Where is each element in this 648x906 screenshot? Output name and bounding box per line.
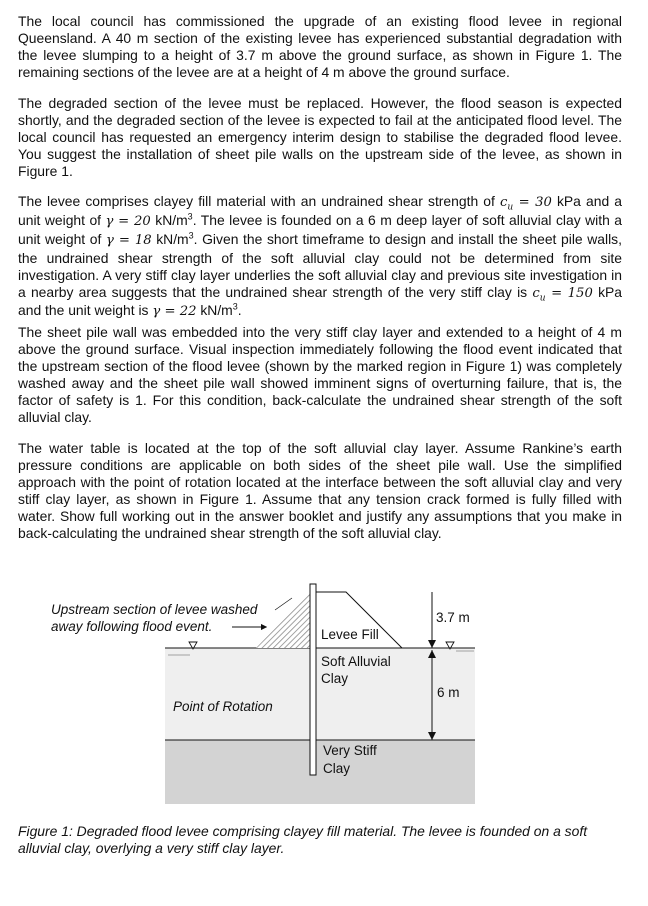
soft-clay-label-2: Clay: [321, 671, 349, 686]
annotation-leader: [275, 598, 292, 610]
stiff-clay-label-2: Clay: [323, 761, 351, 776]
upstream-label-2: away following flood event.: [51, 619, 213, 634]
stiff-clay-label-1: Very Stiff: [323, 743, 377, 758]
paragraph-3: The levee comprises clayey fill material with an undrained shear strength of $c_u = 30$ kPa and a unit weight of γ = 20 $kN/m^3$. The levee is founded on a 6 m deep layer of soft alluvial clay with a unit weight of γ = 18 $kN/m^3$. Given the short timeframe to design and install the sheet pile walls, the undrained shear strength of the soft alluvial clay could not be determined from site investigation. A very stiff clay layer underlies the soft alluvial clay and previous site investigation in a nearby area suggests that the undrained shear strength of the very stiff clay is $c_u = 150$ kPa and the unit weight is γ = 22 $kN/m^3$.: [18, 193, 623, 320]
washed-away-region: [256, 592, 310, 648]
levee-fill-label: Levee Fill: [321, 627, 379, 642]
soft-clay-layer: [165, 648, 475, 740]
cu-symbol-2: $c_u = 150$: [532, 285, 593, 304]
upstream-label-1: Upstream section of levee washed: [51, 602, 258, 617]
very-stiff-clay-layer: [165, 740, 475, 804]
paragraph-4: The sheet pile wall was embedded into the very stiff clay layer and extended to a height of 4 m above the ground surface. Visual inspection immediately following the flood event indicated that the upstream section of the flood levee (shown by the marked region in Figure 1) was completely washed away and the sheet pile wall showed imminent signs of overturning failure, that is, the factor of safety is 1. For this condition, back-calculate the undrained shear strength of the soft alluvial clay.: [18, 324, 622, 425]
paragraph-5: The water table is located at the top of the soft alluvial clay layer. Assume Rankine’s earth pressure conditions are applicable on both sides of the sheet pile wall. Use the simplified approach with the point of rotation located at the interface between the soft alluvial clay and very stiff clay layer, as shown in Figure 1. Assume that any tension crack formed is fully filled with water. Show full working out in the answer booklet and justify any assumptions that you make in back-calculating the undrained shear strength of the soft alluvial clay.: [18, 440, 622, 541]
paragraph-2: The degraded section of the levee must be replaced. However, the flood season is expected shortly, and the degraded section of the levee is expected to fail at the anticipated flood level. The local council has requested an emergency interim design to stabilise the degraded flood levee. You suggest the installation of sheet pile walls on the upstream side of the levee, as shown in Figure 1.: [18, 95, 622, 179]
soft-clay-label-1: Soft Alluvial: [321, 654, 391, 669]
paragraph-1: The local council has commissioned the upgrade of an existing flood levee in regional Queensland. A 40 m section of the existing levee has experienced substantial degradation with the levee slumping to a height of 3.7 m above the ground surface, as shown in Figure 1. The remaining sections of the levee are at a height of 4 m above the ground surface.: [18, 13, 622, 80]
dim-label-3-7m: 3.7 m: [436, 610, 470, 625]
figure-caption: Figure 1: Degraded flood levee comprising clayey fill material. The levee is founded on a soft alluvial clay, overlying a very stiff clay layer.: [18, 823, 588, 856]
cu-symbol: $c_u = 30$: [499, 195, 552, 213]
rotation-label: Point of Rotation: [173, 699, 273, 714]
dimension-3-7m: [428, 592, 436, 648]
sheet-pile-wall: [310, 584, 316, 775]
dim-label-6m: 6 m: [437, 685, 460, 700]
levee-figure: [0, 570, 648, 820]
